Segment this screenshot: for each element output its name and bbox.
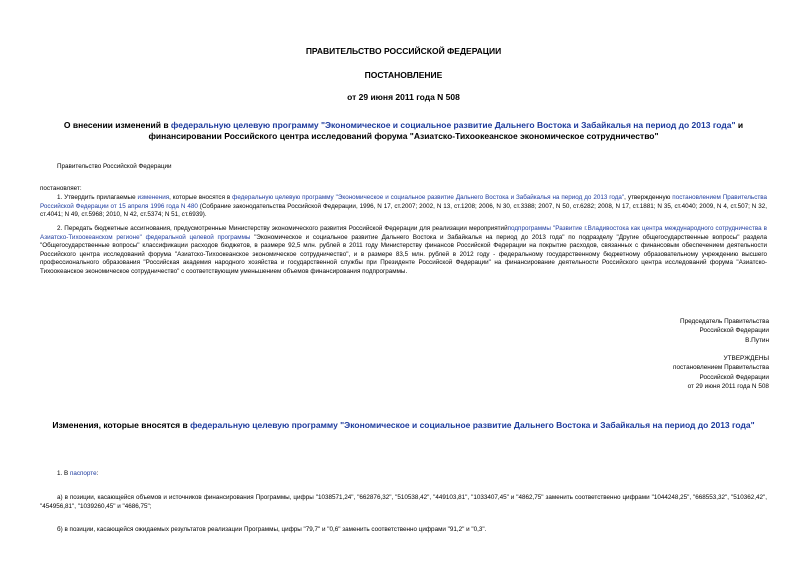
document-date-number: от 29 июня 2011 года N 508: [347, 92, 460, 102]
p2-text-a: 2. Передать бюджетные ассигнования, предусмотренные Министерству экономического развития Российской Федерации для реализации мероприятий: [57, 225, 508, 232]
amendment-item-b: б) в позиции, касающейся ожидаемых результатов реализации Программы, цифры "79,7" и "0,6" заменить соответственно цифрами "91,2" и "0,3".: [57, 526, 487, 533]
approved-date: от 29 июня 2011 года N 508: [687, 383, 769, 391]
title-text-start: О внесении изменений в: [63, 120, 171, 130]
program-link-3[interactable]: федеральную целевую программу "Экономическое и социальное развитие Дальнего Востока и Забайкалья на период до 2013 года": [190, 420, 755, 430]
program-link[interactable]: федеральную целевую программу "Экономическое и социальное развитие Дальнего Востока и Забайкалья на период до 2013 года": [170, 120, 736, 130]
approved-label: УТВЕРЖДЕНЫ: [723, 355, 769, 362]
signature-country: Российской Федерации: [699, 327, 769, 335]
p2-text-b: "Экономическое и социальное развитие Дальнего Востока и Забайкалья на период до 2013 года" по подразделу "Другие общегосударственные вопросы" раздела "Общегосударственные вопросы" классификации расходов бюджетов, в размере 92,5 млн. рублей в 2011 году Министерству финансов Российской Федерации на покрытие расходов, связанных с финансовым обеспечением деятельности Российского центра исследований форума "Азиатско-Тихоокеанское экономическое сотрудничество", и в размере 83,5 млн. рублей в 2012 году - федеральному государственному бюджетному образовательному учреждению высшего профессионального образования "Российская академия народного хозяйства и государственной службы при Президенте Российской Федерации" на финансирование деятельности Российского центра исследований форума "Азиатско-Тихоокеанское экономическое сотрудничество" с соответствующим уменьшением объемов финансирования подпрограммы.: [40, 233, 768, 275]
signature-title: Председатель Правительства: [680, 318, 769, 325]
passport-link[interactable]: паспорте: [69, 470, 97, 477]
changes-link[interactable]: изменения: [137, 194, 170, 201]
amendment-item-a: а) в позиции, касающейся объемов и источников финансирования Программы, цифры "1038571,24", "662876,32", "510538,42", "449103,81", "1033407,45" и "4862,75" заменить соответственно цифрами "1044248,25", "668553,32", "510362,42", "454956,81", "1039260,45" и "4686,75";: [40, 494, 767, 510]
document-title: [40, 120, 767, 142]
p1-text-c: , утвержденную: [624, 194, 673, 201]
item1-text-b: :: [96, 470, 99, 477]
p1-text-d: (Собрание законодательства Российской Федерации, 1996, N 17, ст.2007; 2002, N 13, ст.1208; 2006, N 30, ст.3388; 2007, N 50, ст.6282; 2008, N 17, ст.1881; N 35, ст.4040; 2009, N 4, ст.507; N 32, ст.4041; N 49, ст.5968; 2010, N 42, ст.5374; N 51, ст.6939).: [40, 202, 768, 219]
government-name-paragraph: Правительство Российской Федерации: [57, 163, 172, 170]
p1-text-b: , которые вносятся в: [169, 194, 233, 201]
paragraph-1: [40, 194, 767, 220]
approved-by: постановлением Правительства: [673, 364, 769, 372]
approved-country: Российской Федерации: [699, 373, 769, 381]
item1-text-a: 1. В: [57, 470, 70, 477]
changes-title-text: Изменения, которые вносятся в: [52, 420, 191, 430]
government-name: ПРАВИТЕЛЬСТВО РОССИЙСКОЙ ФЕДЕРАЦИИ: [305, 46, 502, 56]
changes-title: [40, 420, 767, 431]
document-type: ПОСТАНОВЛЕНИЕ: [364, 70, 443, 80]
subprogram-link[interactable]: подпрограммы "Развитие г.Владивостока как центра международного сотрудничества в Азиатско-Тихоокеанском регионе" федеральной целевой программы: [40, 225, 767, 241]
program-link-2[interactable]: федеральную целевую программу "Экономическое и социальное развитие Дальнего Востока и Забайкалья на период до 2013 года": [232, 194, 625, 201]
paragraph-2: [40, 225, 767, 277]
decrees-word: постановляет:: [40, 185, 82, 192]
p1-text-a: 1. Утвердить прилагаемые: [57, 194, 138, 201]
signature-name: В.Путин: [745, 336, 769, 344]
signature-block: [680, 317, 769, 345]
resolution-480-link[interactable]: постановлением Правительства Российской Федерации от 15 апреля 1996 года N 480: [40, 194, 768, 210]
approved-block: [673, 354, 769, 392]
amendment-item-1: [57, 470, 98, 479]
title-text-end: и финансировании Российского центра исследований форума "Азиатско-Тихоокеанское экономическое сотрудничество": [148, 120, 744, 141]
